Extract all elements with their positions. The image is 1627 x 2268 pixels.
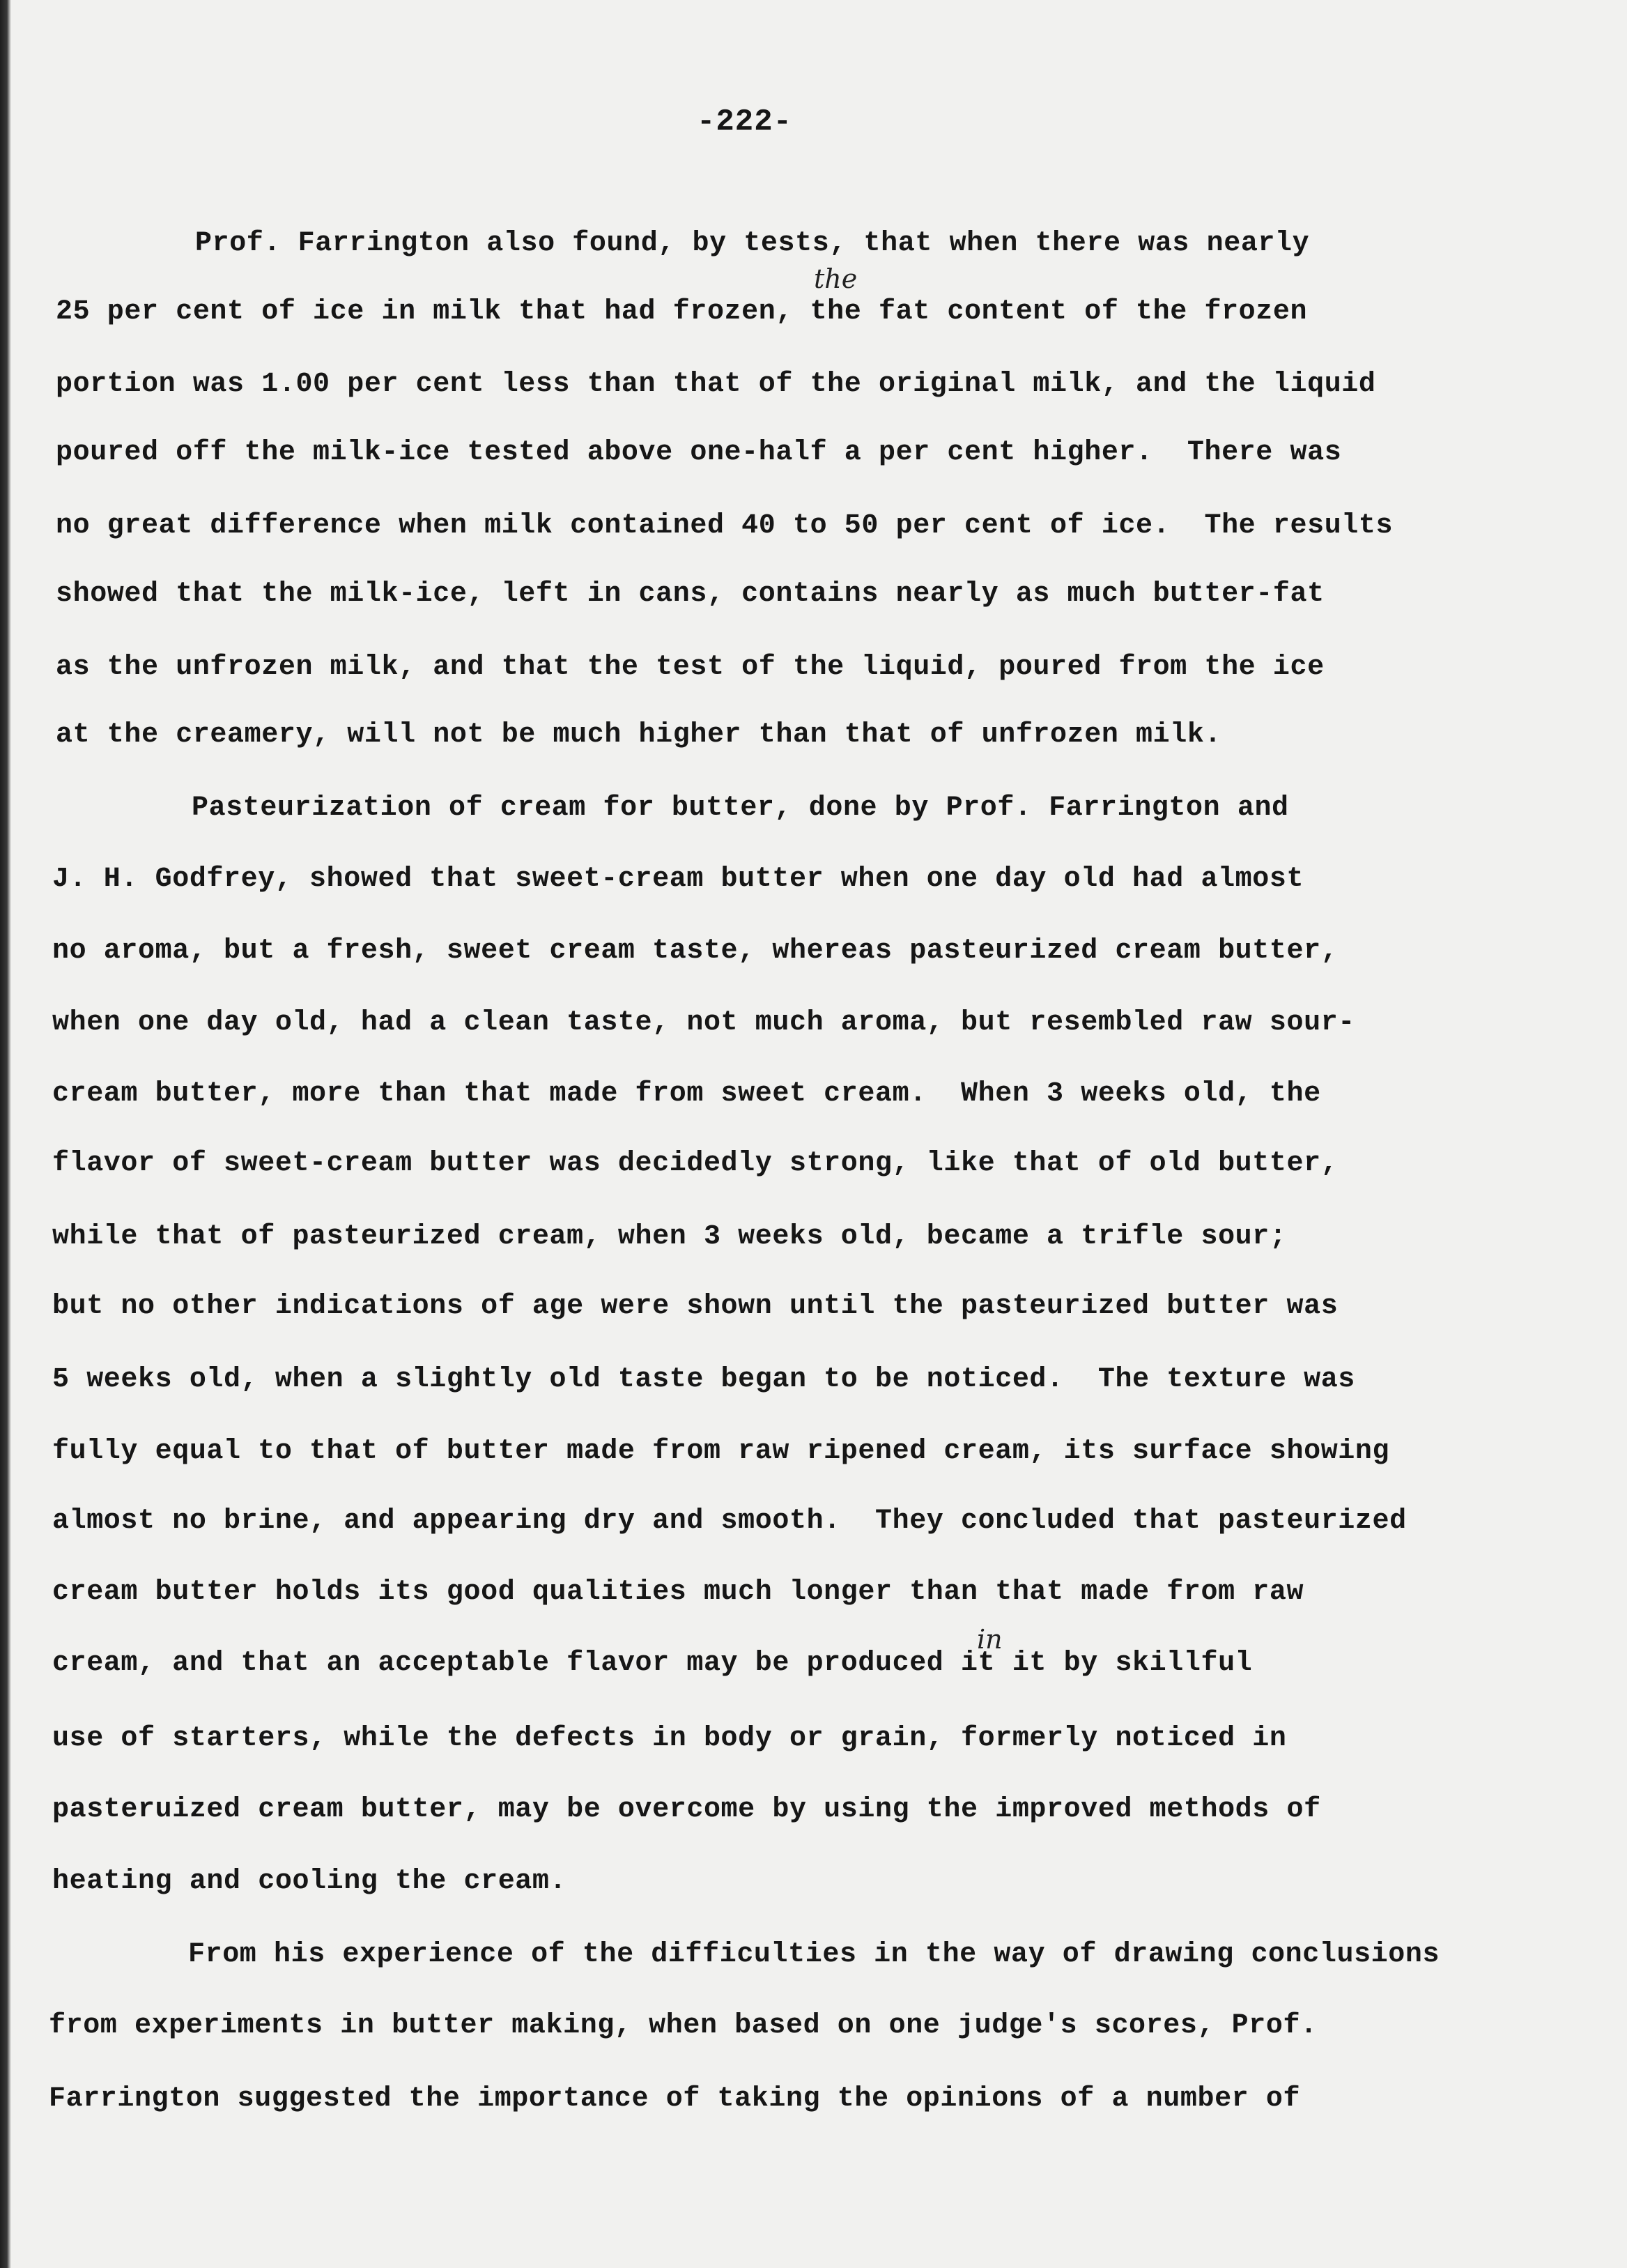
text-line: cream, and that an acceptable flavor may be produced it it by skillful bbox=[52, 1648, 1253, 1679]
text-line: when one day old, had a clean taste, not much aroma, but resembled raw sour- bbox=[52, 1007, 1355, 1039]
text-line: From his experience of the difficulties in the way of drawing conclusions bbox=[188, 1939, 1440, 1970]
handwritten-insertion-in: in bbox=[977, 1624, 1003, 1655]
text-line: but no other indications of age were shown until the pasteurized butter was bbox=[52, 1291, 1339, 1322]
text-line: heating and cooling the cream. bbox=[52, 1866, 567, 1897]
text-line: as the unfrozen milk, and that the test of the liquid, poured from the ice bbox=[56, 652, 1325, 683]
text-line: no great difference when milk contained 40 to 50 per cent of ice. The results bbox=[56, 510, 1394, 542]
text-line: from experiments in butter making, when based on one judge's scores, Prof. bbox=[49, 2010, 1318, 2041]
text-line: showed that the milk-ice, left in cans, contains nearly as much butter-fat bbox=[56, 579, 1325, 610]
text-line: no aroma, but a fresh, sweet cream taste, whereas pasteurized cream butter, bbox=[52, 935, 1339, 967]
text-line: almost no brine, and appearing dry and smooth. They concluded that pasteurized bbox=[52, 1505, 1407, 1537]
text-line: pasteruized cream butter, may be overcome by using the improved methods of bbox=[52, 1794, 1321, 1825]
handwritten-insertion-the: the bbox=[814, 263, 858, 294]
text-line: J. H. Godfrey, showed that sweet-cream butter when one day old had almost bbox=[52, 864, 1304, 895]
text-line: cream butter holds its good qualities much longer than that made from raw bbox=[52, 1577, 1304, 1608]
scan-left-edge bbox=[0, 0, 11, 2268]
text-line: poured off the milk-ice tested above one-half a per cent higher. There was bbox=[56, 437, 1342, 468]
text-line: Prof. Farrington also found, by tests, that when there was nearly bbox=[195, 228, 1310, 259]
text-line: Farrington suggested the importance of taking the opinions of a number of bbox=[49, 2083, 1301, 2115]
text-line: use of starters, while the defects in body or grain, formerly noticed in bbox=[52, 1723, 1287, 1754]
text-line: Pasteurization of cream for butter, done by Prof. Farrington and bbox=[192, 792, 1289, 824]
text-line: portion was 1.00 per cent less than that of the original milk, and the liquid bbox=[56, 369, 1376, 400]
text-line: flavor of sweet-cream butter was decidedly strong, like that of old butter, bbox=[52, 1148, 1339, 1179]
text-line: 25 per cent of ice in milk that had frozen, the fat content of the frozen bbox=[56, 296, 1308, 328]
text-line: 5 weeks old, when a slightly old taste began to be noticed. The texture was bbox=[52, 1364, 1355, 1395]
text-line: at the creamery, will not be much higher than that of unfrozen milk. bbox=[56, 719, 1222, 751]
text-line: cream butter, more than that made from sweet cream. When 3 weeks old, the bbox=[52, 1078, 1321, 1110]
text-line: fully equal to that of butter made from raw ripened cream, its surface showing bbox=[52, 1436, 1390, 1467]
text-line: while that of pasteurized cream, when 3 weeks old, became a trifle sour; bbox=[52, 1221, 1287, 1252]
page-number: -222- bbox=[697, 105, 793, 139]
